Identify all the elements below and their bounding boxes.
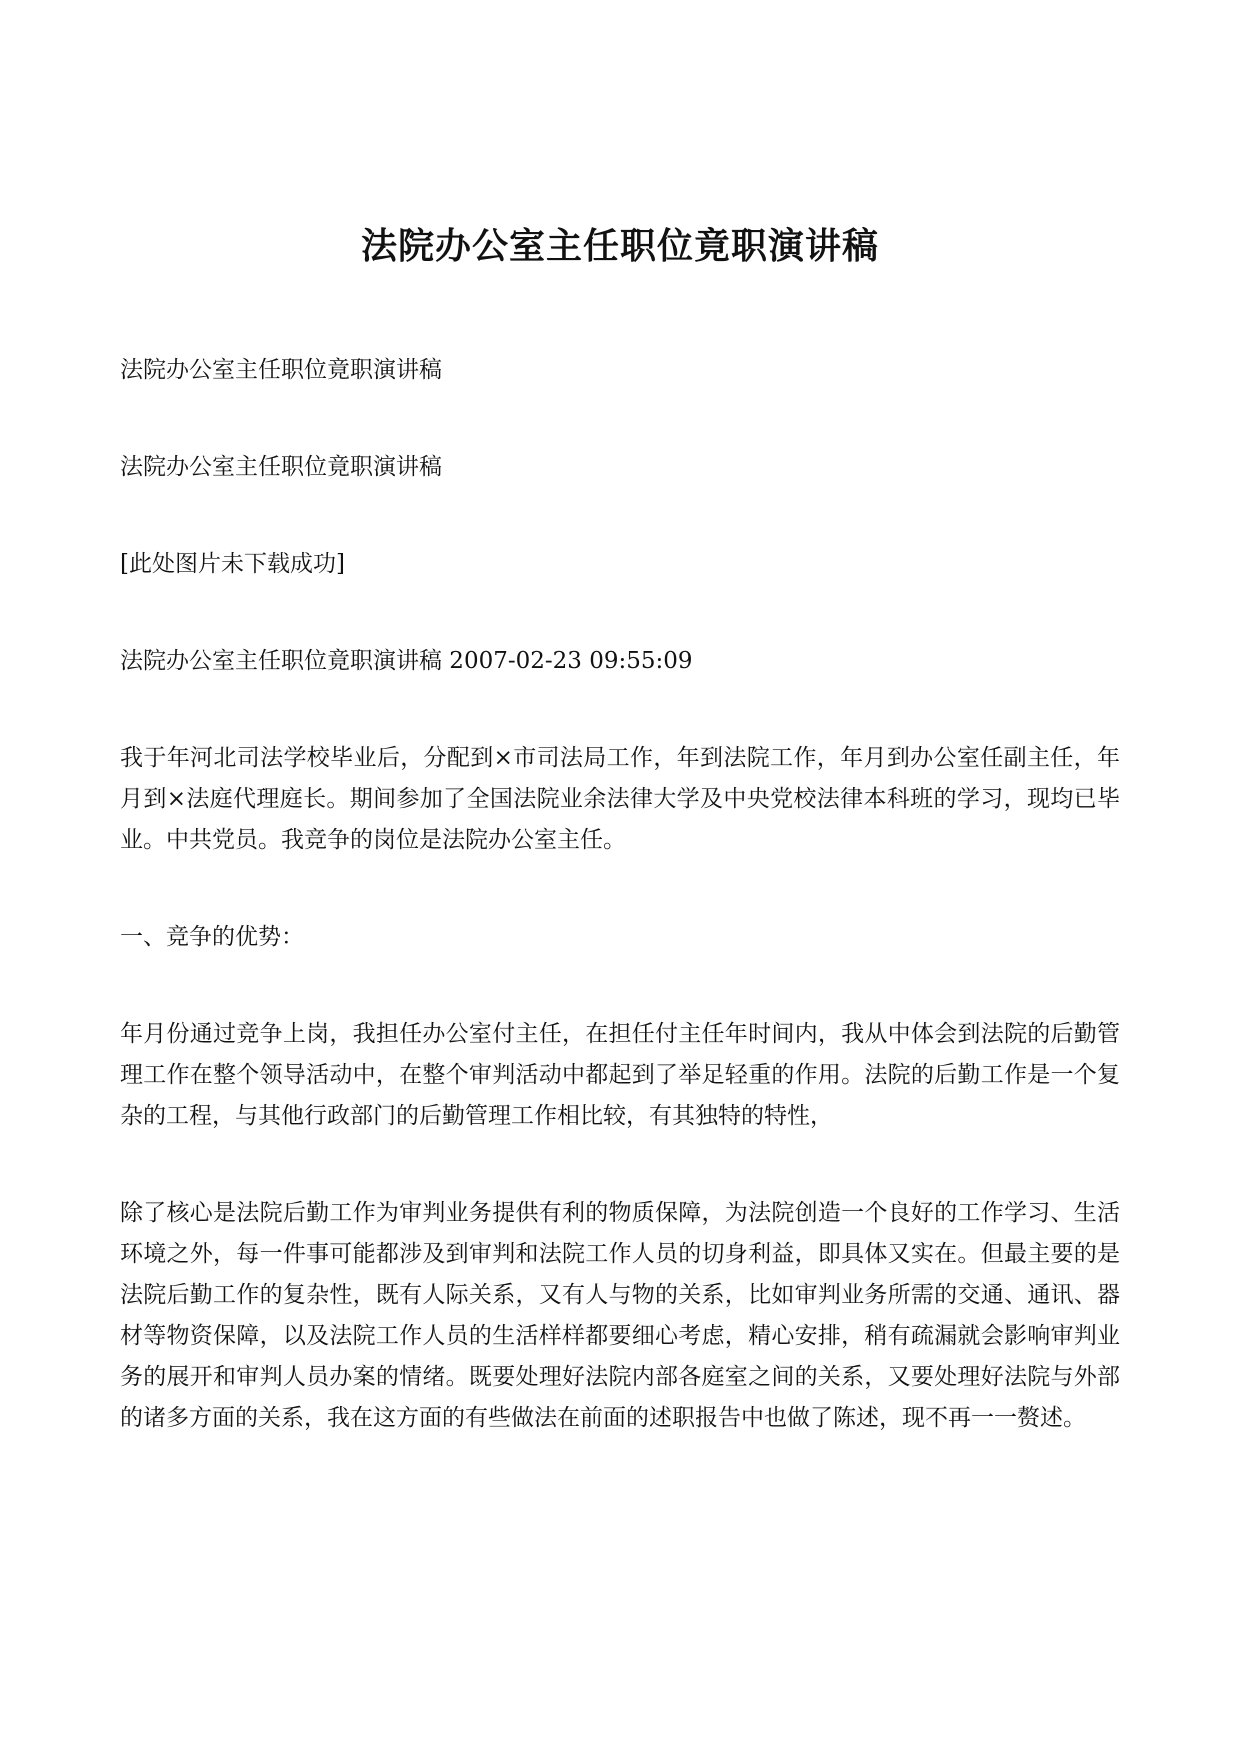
document-body	[120, 350, 1120, 1495]
paragraph-advantages-2: 除了核心是法院后勤工作为审判业务提供有利的物质保障，为法院创造一个良好的工作学习、生活环境之外，每一件事可能都涉及到审判和法院工作人员的切身利益，即具体又实在。但最主要的是法院后勤工作的复杂性，既有人际关系，又有人与物的关系，比如审判业务所需的交通、通讯、器材等物资保障，以及法院工作人员的生活样样都要细心考虑，精心安排，稍有疏漏就会影响审判业务的展开和审判人员办案的情绪。既要处理好法院内部各庭室之间的关系，又要处理好法院与外部的诸多方面的关系，我在这方面的有些做法在前面的述职报告中也做了陈述，现不再一一赘述。	[120, 1200, 1120, 1431]
section-heading-advantages: 一、竞争的优势：	[120, 924, 304, 950]
paragraph-heading-2: 法院办公室主任职位竟职演讲稿	[120, 454, 442, 480]
document-title: 法院办公室主任职位竟职演讲稿	[360, 225, 879, 267]
image-missing-note: [此处图片未下载成功]	[120, 551, 345, 577]
paragraph-heading-1: 法院办公室主任职位竟职演讲稿	[120, 357, 442, 383]
paragraph-dateline: 法院办公室主任职位竟职演讲稿 2007-02-23 09:55:09	[120, 648, 693, 674]
paragraph-intro: 我于年河北司法学校毕业后，分配到×市司法局工作，年到法院工作，年月到办公室任副主任，年月到×法庭代理庭长。期间参加了全国法院业余法律大学及中央党校法律本科班的学习，现均已毕业。中共党员。我竞争的岗位是法院办公室主任。	[120, 745, 1120, 853]
paragraph-advantages-1: 年月份通过竞争上岗，我担任办公室付主任，在担任付主任年时间内，我从中体会到法院的后勤管理工作在整个领导活动中，在整个审判活动中都起到了举足轻重的作用。法院的后勤工作是一个复杂的工程，与其他行政部门的后勤管理工作相比较，有其独特的特性，	[120, 1021, 1120, 1129]
